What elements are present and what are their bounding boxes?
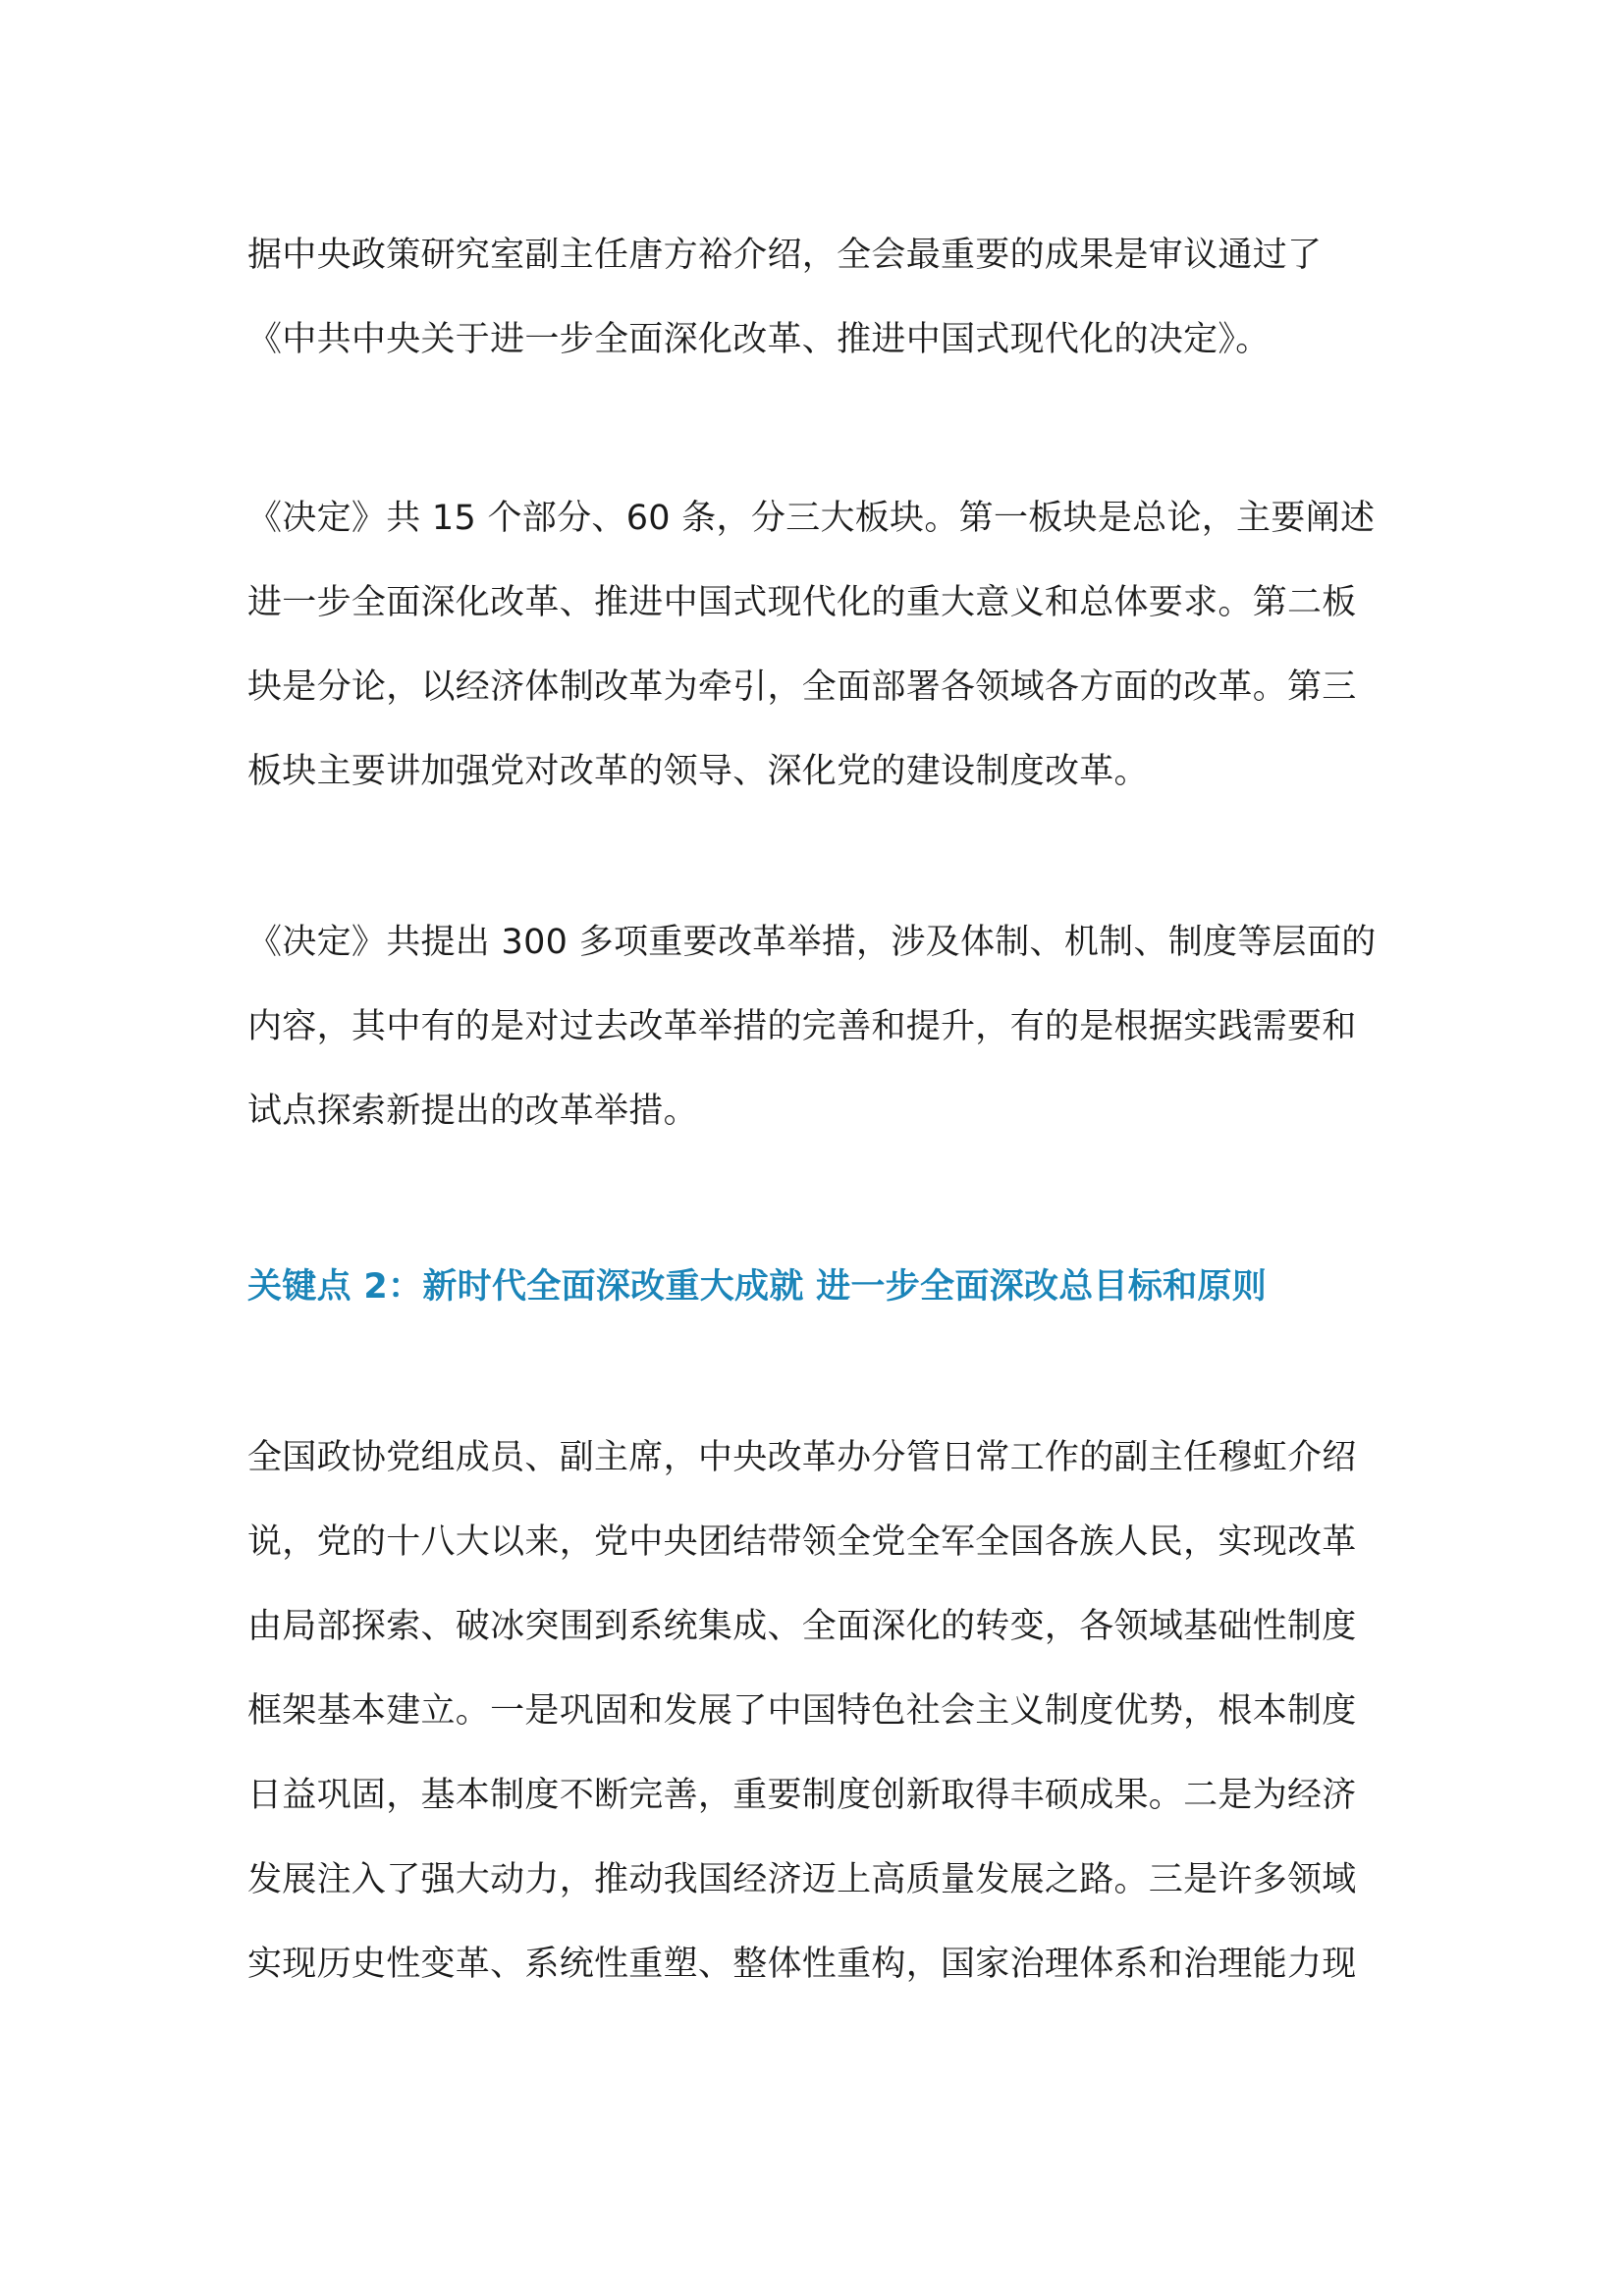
- paragraph-line: 日益巩固，基本制度不断完善，重要制度创新取得丰硕成果。二是为经济: [247, 1776, 1357, 1815]
- paragraph-line: 据中央政策研究室副主任唐方裕介绍，全会最重要的成果是审议通过了: [247, 236, 1323, 275]
- paragraph-line: 《决定》共提出 300 多项重要改革举措，涉及体制、机制、制度等层面的: [247, 923, 1377, 962]
- paragraph-2: [247, 476, 1386, 814]
- paragraph-line: 板块主要讲加强党对改革的领导、深化党的建设制度改革。: [247, 752, 1149, 791]
- section-heading-text: 关键点 2：新时代全面深改重大成就 进一步全面深改总目标和原则: [247, 1267, 1268, 1307]
- section-heading: [247, 1245, 1386, 1329]
- paragraph-line: 进一步全面深化改革、推进中国式现代化的重大意义和总体要求。第二板: [247, 583, 1357, 622]
- paragraph-line: 说，党的十八大以来，党中央团结带领全党全军全国各族人民，实现改革: [247, 1522, 1357, 1562]
- paragraph-line: 内容，其中有的是对过去改革举措的完善和提升，有的是根据实践需要和: [247, 1007, 1357, 1046]
- paragraph-line: 由局部探索、破冰突围到系统集成、全面深化的转变，各领域基础性制度: [247, 1607, 1357, 1646]
- paragraph-line: 试点探索新提出的改革举措。: [247, 1092, 698, 1131]
- paragraph-line: 框架基本建立。一是巩固和发展了中国特色社会主义制度优势，根本制度: [247, 1691, 1357, 1731]
- paragraph-1: [247, 213, 1386, 382]
- paragraph-line: 实现历史性变革、系统性重塑、整体性重构，国家治理体系和治理能力现: [247, 1945, 1357, 1984]
- paragraph-line: 块是分论，以经济体制改革为牵引，全面部署各领域各方面的改革。第三: [247, 667, 1357, 707]
- paragraph-4: [247, 1415, 1386, 2006]
- paragraph-line: 《中共中央关于进一步全面深化改革、推进中国式现代化的决定》。: [247, 320, 1271, 359]
- paragraph-line: 全国政协党组成员、副主席，中央改革办分管日常工作的副主任穆虹介绍: [247, 1438, 1357, 1477]
- paragraph-line: 发展注入了强大动力，推动我国经济迈上高质量发展之路。三是许多领域: [247, 1860, 1357, 1899]
- paragraph-3: [247, 900, 1386, 1153]
- paragraph-line: 《决定》共 15 个部分、60 条，分三大板块。第一板块是总论，主要阐述: [247, 499, 1376, 538]
